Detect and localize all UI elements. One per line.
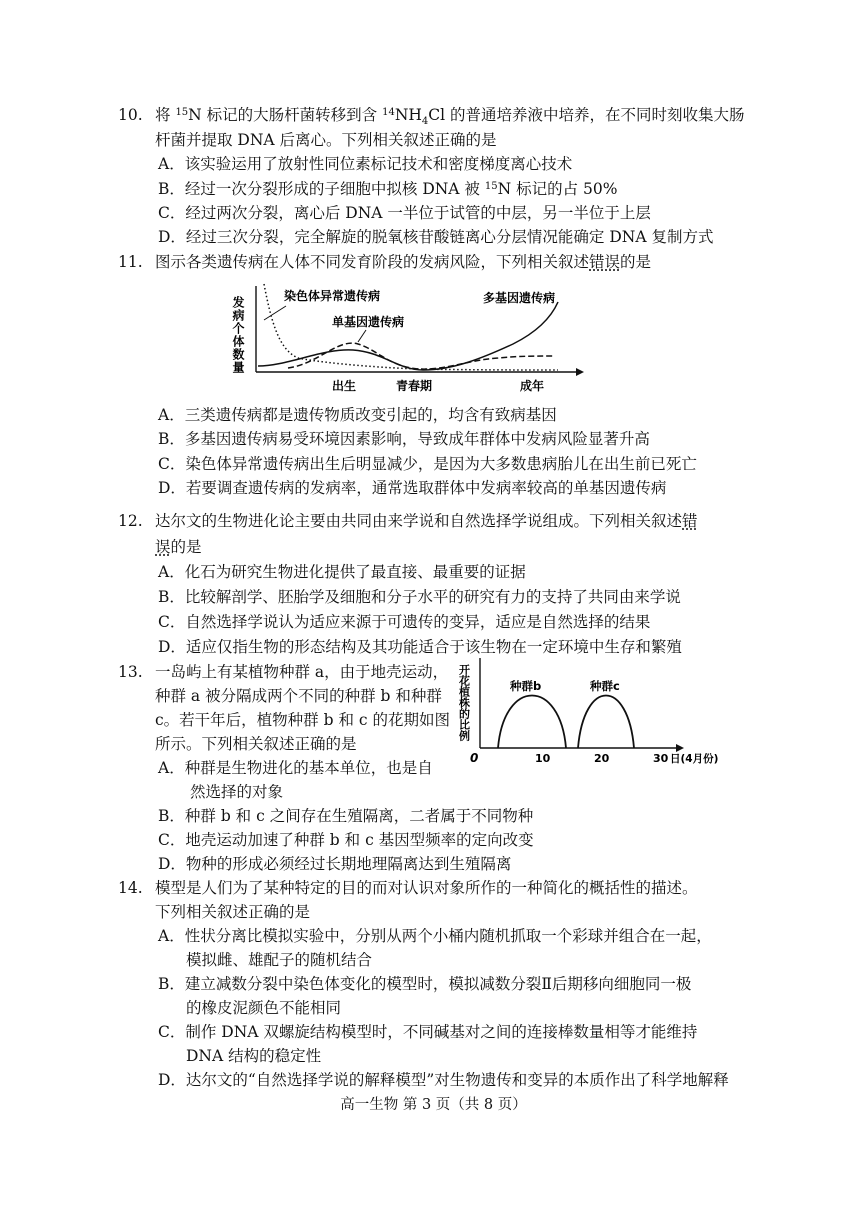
q11-option-b: B．多基因遗传病易受环境因素影响，导致成年群体中发病风险显著升高: [158, 430, 650, 448]
q13-option-a-line1: A．种群是生物进化的基本单位，也是自: [158, 759, 433, 777]
q13-stem-line3: c。若干年后，植物种群 b 和 c 的花期如图: [155, 711, 450, 729]
q14-option-a-line2: 模拟雌、雄配子的随机结合: [186, 951, 373, 969]
q14-option-a-line1: A．性状分离比模拟实验中，分别从两个小桶内随机抓取一个彩球并组合在一起，: [158, 927, 712, 945]
q12-option-d: D．适应仅指生物的形态结构及其功能适合于该生物在一定环境中生存和繁殖: [158, 638, 682, 656]
q13-curve-c: [578, 696, 634, 749]
q12-stem-line1: 达尔文的生物进化论主要由共同由来学说和自然选择学说组成。下列相关叙述错: [155, 512, 698, 530]
q14-option-c-line1: C．制作 DNA 双螺旋结构模型时，不同碱基对之间的连接棒数量相等才能维持: [158, 1023, 698, 1041]
q13-tick-0: 0: [470, 751, 479, 765]
q11-label-multi-gene: 多基因遗传病: [483, 291, 556, 305]
q12-number: 12.: [118, 512, 143, 530]
q11-option-c: C．染色体异常遗传病出生后明显减少，是因为大多数患病胎儿在出生前已死亡: [158, 455, 697, 473]
q10-stem-line1: 将 $^{15}$N 标记的大肠杆菌转移到含 $^{14}NH_4Cl$ 的普通培养液中培养，在不同时刻收集大肠: [155, 106, 745, 128]
q10-option-c: C．经过两次分裂，离心后 DNA 一半位于试管的中层，另一半位于上层: [158, 204, 651, 222]
q11-curve-single-gene: [288, 343, 553, 369]
q13-label-b: 种群b: [510, 679, 542, 693]
q11-y-axis-label: 发病个体数量: [231, 296, 245, 374]
q12-option-a: A．化石为研究生物进化提供了最直接、最重要的证据: [158, 563, 526, 581]
q14-stem-line2: 下列相关叙述正确的是: [155, 903, 311, 921]
q10-number: 10.: [118, 106, 143, 124]
q12-option-c: C．自然选择学说认为适应来源于可遗传的变异，适应是自然选择的结果: [158, 613, 651, 631]
q13-number: 13.: [118, 663, 143, 681]
q11-x-label-puberty: 青春期: [396, 379, 433, 393]
q11-number: 11.: [118, 253, 143, 271]
q13-flowering-figure: [458, 656, 728, 768]
q13-tick-30: 30: [653, 752, 669, 765]
q14-number: 14.: [118, 879, 143, 897]
q11-x-label-birth: 出生: [332, 379, 357, 393]
q11-option-d: D．若要调查遗传病的发病率，通常选取群体中发病率较高的单基因遗传病: [158, 479, 667, 497]
q11-x-label-adult: 成年: [520, 379, 545, 393]
q14-stem-line1: 模型是人们为了某种特定的目的而对认识对象所作的一种简化的概括性的描述。: [155, 879, 698, 897]
q14-option-b-line1: B．建立减数分裂中染色体变化的模型时，模拟减数分裂Ⅱ后期移向细胞同一极: [158, 975, 692, 993]
q13-tick-20: 20: [594, 752, 610, 765]
q11-label-single-gene: 单基因遗传病: [332, 315, 405, 329]
q11-curve-multi-gene: [258, 302, 558, 370]
q13-option-a-line2: 然选择的对象: [190, 783, 284, 801]
q12-option-b: B．比较解剖学、胚胎学及细胞和分子水平的研究有力的支持了共同由来学说: [158, 588, 681, 606]
q13-x-unit: 日(4月份): [670, 753, 719, 765]
q10-option-d: D．经过三次分裂，完全解旋的脱氧核苷酸链离心分层情况能确定 DNA 复制方式: [158, 228, 714, 246]
q13-label-c: 种群c: [590, 679, 620, 693]
q10-option-a: A．该实验运用了放射性同位素标记技术和密度梯度离心技术: [158, 155, 573, 173]
page-footer: 高一生物 第 3 页（共 8 页）: [340, 1097, 527, 1113]
q13-option-b: B．种群 b 和 c 之间存在生殖隔离，二者属于不同物种: [158, 807, 534, 825]
q13-stem-line4: 所示。下列相关叙述正确的是: [155, 735, 357, 753]
q13-option-c: C．地壳运动加速了种群 b 和 c 基因型频率的定向改变: [158, 831, 534, 849]
q11-disease-risk-figure: [228, 278, 588, 398]
q12-stem-line2: 误的是: [155, 538, 202, 556]
q14-option-d: D．达尔文的“自然选择学说的解释模型”对生物遗传和变异的本质作出了科学地解释: [158, 1071, 729, 1089]
q14-option-b-line2: 的橡皮泥颜色不能相同: [186, 999, 342, 1017]
q11-option-a: A．三类遗传病都是遗传物质改变引起的，均含有致病基因: [158, 406, 557, 424]
q10-stem-line2: 杆菌并提取 DNA 后离心。下列相关叙述正确的是: [155, 131, 497, 149]
q13-stem-line1: 一岛屿上有某植物种群 a，由于地壳运动，: [155, 663, 449, 681]
q11-stem: 图示各类遗传病在人体不同发育阶段的发病风险，下列相关叙述错误的是: [155, 253, 652, 271]
q13-option-d: D．物种的形成必须经过长期地理隔离达到生殖隔离: [158, 855, 512, 873]
q14-option-c-line2: DNA 结构的稳定性: [186, 1047, 322, 1065]
q13-curve-b: [498, 696, 566, 749]
q10-option-b: B．经过一次分裂形成的子细胞中拟核 DNA 被 $^{15}$N 标记的占 50%: [158, 180, 618, 198]
q13-tick-10: 10: [535, 752, 551, 765]
q13-stem-line2: 种群 a 被分隔成两个不同的种群 b 和种群: [155, 687, 442, 705]
q11-label-chromosomal: 染色体异常遗传病: [284, 289, 381, 303]
q13-y-axis-label: 开花植株的比例: [458, 664, 471, 741]
